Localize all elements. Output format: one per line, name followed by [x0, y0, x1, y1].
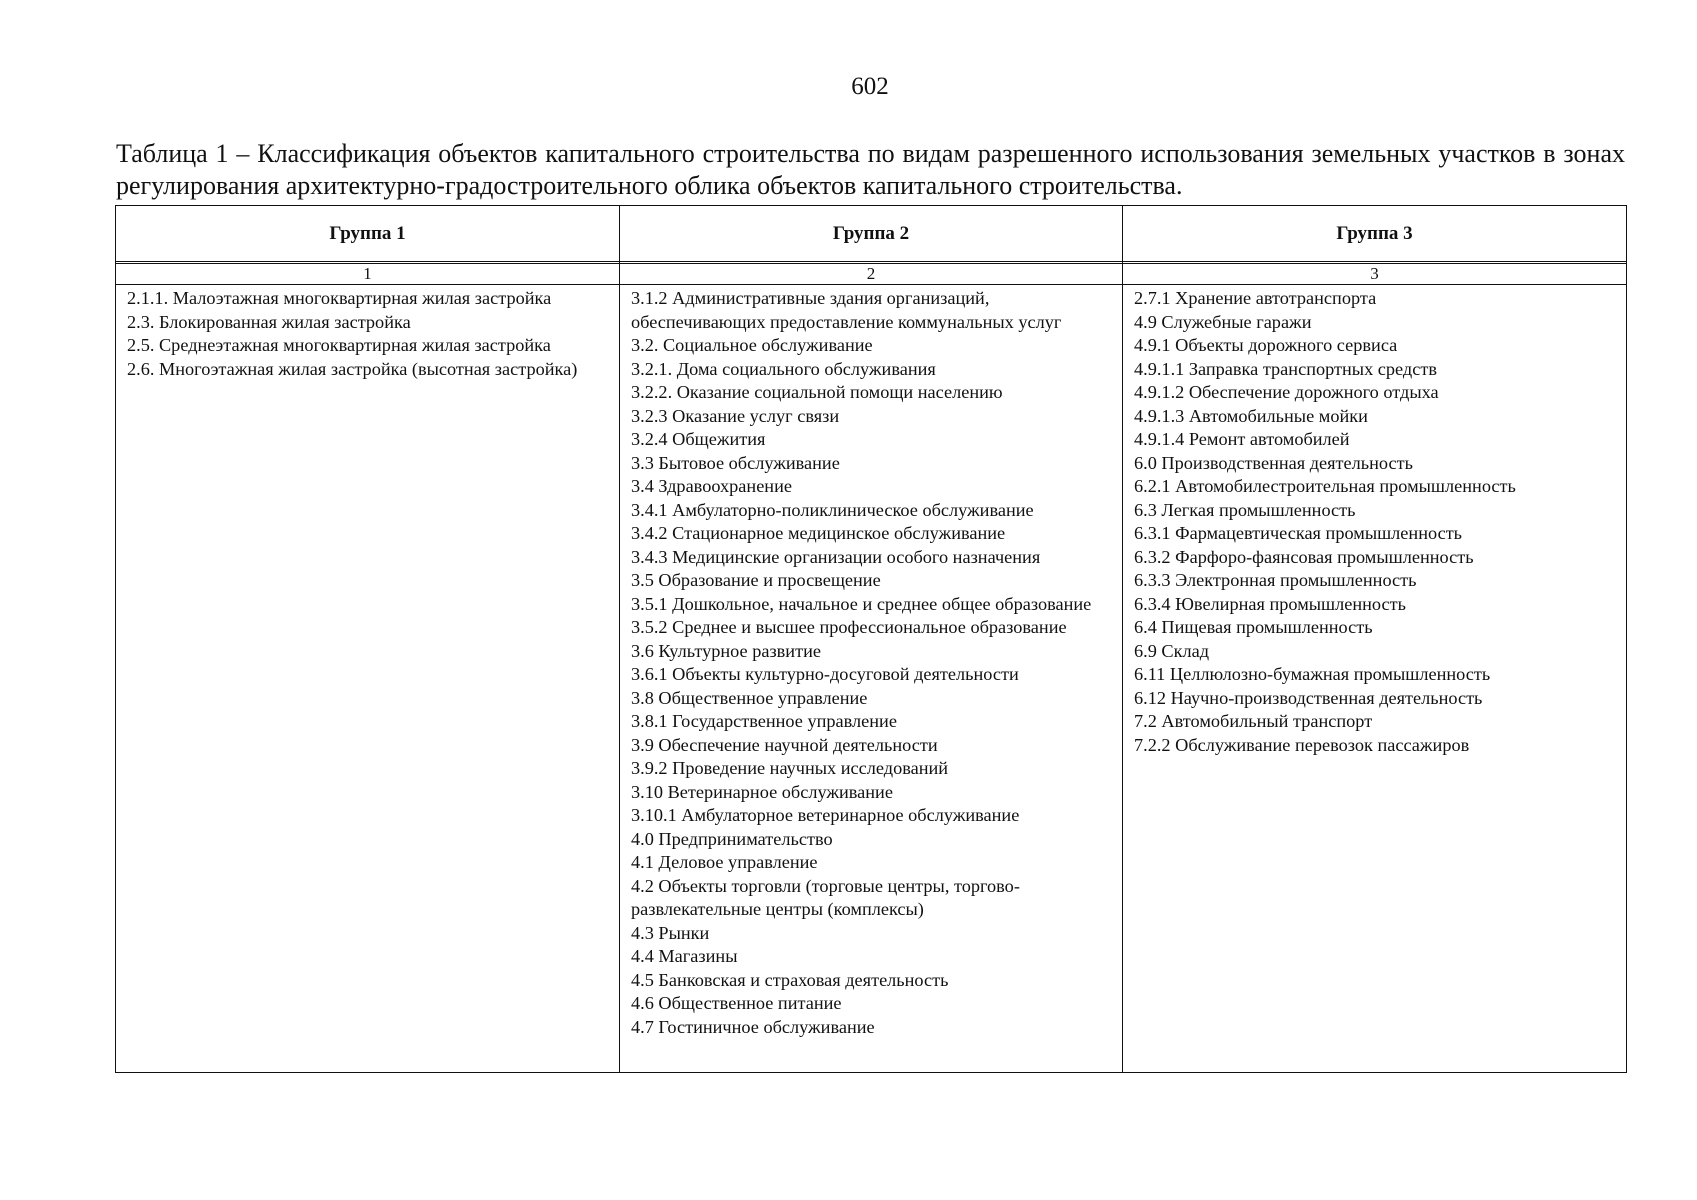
group-2-item: 3.8.1 Государственное управление — [631, 711, 897, 731]
column-number-row — [116, 264, 1627, 285]
group-2-item: 3.4.2 Стационарное медицинское обслуживание — [631, 523, 1006, 543]
group-2-item: 3.8 Общественное управление — [631, 687, 868, 708]
group-1-item: 2.3. Блокированная жилая застройка — [127, 311, 411, 332]
group-3-item: 6.3.1 Фармацевтическая промышленность — [1134, 523, 1463, 543]
group-2-item: 3.1.2 Административные здания организаций, обеспечивающих предоставление коммунальных услуг — [631, 288, 1062, 332]
group-1-item: 2.1.1. Малоэтажная многоквартирная жилая застройка — [127, 288, 552, 308]
group-1-cell — [116, 285, 620, 1073]
group-2-item: 3.9.2 Проведение научных исследований — [631, 758, 949, 778]
group-3-item: 4.9.1.4 Ремонт автомобилей — [1134, 429, 1350, 449]
group-1-item: 2.6. Многоэтажная жилая застройка (высотная застройка) — [127, 358, 578, 379]
group-2-item: 4.2 Объекты торговли (торговые центры, торгово-развлекательные центры (комплексы) — [631, 875, 1020, 919]
group-1-item: 2.5. Среднеэтажная многоквартирная жилая застройка — [127, 335, 551, 355]
group-2-item: 3.4.1 Амбулаторно-поликлиническое обслуживание — [631, 499, 1034, 520]
group-2-item: 3.5.1 Дошкольное, начальное и среднее общее образование — [631, 593, 1092, 614]
group-3-item: 4.9.1.1 Заправка транспортных средств — [1134, 358, 1437, 379]
table-header-row — [116, 206, 1627, 262]
group-3-item: 6.0 Производственная деятельность — [1134, 452, 1413, 473]
group-3-item: 2.7.1 Хранение автотранспорта — [1134, 288, 1377, 308]
header-group-1: Группа 1 — [116, 206, 620, 262]
group-2-item: 3.2.4 Общежития — [631, 429, 766, 449]
column-number-3: 3 — [1123, 264, 1627, 285]
group-3-item: 6.9 Склад — [1134, 640, 1210, 661]
group-2-item: 3.10.1 Амбулаторное ветеринарное обслуживание — [631, 805, 1020, 825]
group-2-item: 4.4 Магазины — [631, 946, 738, 966]
group-2-item: 3.6 Культурное развитие — [631, 640, 821, 661]
group-3-item: 4.9.1.3 Автомобильные мойки — [1134, 405, 1368, 426]
group-2-item: 4.0 Предпринимательство — [631, 828, 833, 849]
group-2-item: 3.4.3 Медицинские организации особого назначения — [631, 546, 1041, 567]
group-3-item: 6.12 Научно-производственная деятельность — [1134, 687, 1483, 708]
group-2-item: 3.2.3 Оказание услуг связи — [631, 405, 840, 426]
group-3-cell — [1123, 285, 1627, 1073]
group-2-item: 3.3 Бытовое обслуживание — [631, 452, 840, 473]
column-number-2: 2 — [620, 264, 1123, 285]
group-3-item: 4.9 Служебные гаражи — [1134, 311, 1312, 332]
group-2-item: 4.5 Банковская и страховая деятельность — [631, 969, 949, 990]
group-3-item: 7.2 Автомобильный транспорт — [1134, 711, 1373, 731]
group-2-item: 3.5.2 Среднее и высшее профессиональное образование — [631, 617, 1067, 637]
group-2-item: 3.5 Образование и просвещение — [631, 570, 881, 590]
group-3-item: 6.3.3 Электронная промышленность — [1134, 570, 1417, 590]
group-3-item: 6.3 Легкая промышленность — [1134, 499, 1356, 520]
group-2-item: 4.7 Гостиничное обслуживание — [631, 1016, 875, 1037]
classification-table — [115, 205, 1627, 1073]
group-2-item: 4.6 Общественное питание — [631, 993, 842, 1013]
group-3-item: 6.3.2 Фарфоро-фаянсовая промышленность — [1134, 546, 1474, 567]
column-number-1: 1 — [116, 264, 620, 285]
group-2-item: 4.1 Деловое управление — [631, 852, 818, 872]
header-group-2: Группа 2 — [620, 206, 1123, 262]
group-3-item: 6.4 Пищевая промышленность — [1134, 617, 1373, 637]
group-2-item: 3.2.1. Дома социального обслуживания — [631, 358, 936, 379]
group-3-item: 7.2.2 Обслуживание перевозок пассажиров — [1134, 734, 1470, 755]
page-number: 602 — [851, 73, 889, 100]
group-3-item: 4.9.1 Объекты дорожного сервиса — [1134, 335, 1398, 355]
group-2-item: 3.2. Социальное обслуживание — [631, 335, 873, 355]
group-2-item: 3.6.1 Объекты культурно-досуговой деятельности — [631, 664, 1019, 684]
table-caption: Таблица 1 – Классификация объектов капитального строительства по видам разрешенного использования земельных участков в зонах регулирования архитектурно-градостроительного облика объектов капитального строительства. — [116, 139, 1625, 200]
group-2-item: 4.3 Рынки — [631, 922, 710, 943]
group-2-cell — [620, 285, 1123, 1073]
group-2-item: 3.9 Обеспечение научной деятельности — [631, 734, 938, 755]
group-2-item: 3.2.2. Оказание социальной помощи населению — [631, 382, 1003, 402]
table-body-row — [116, 285, 1627, 1073]
group-3-item: 6.11 Целлюлозно-бумажная промышленность — [1134, 664, 1491, 684]
group-2-item: 3.10 Ветеринарное обслуживание — [631, 781, 893, 802]
group-3-item: 6.3.4 Ювелирная промышленность — [1134, 593, 1406, 614]
group-2-item: 3.4 Здравоохранение — [631, 476, 792, 496]
group-3-item: 4.9.1.2 Обеспечение дорожного отдыха — [1134, 382, 1439, 402]
header-group-3: Группа 3 — [1123, 206, 1627, 262]
group-3-item: 6.2.1 Автомобилестроительная промышленность — [1134, 476, 1516, 496]
